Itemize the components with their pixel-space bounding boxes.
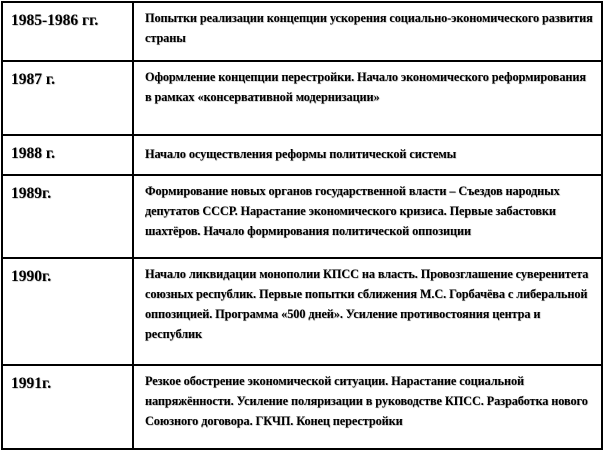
table-row xyxy=(2,2,602,61)
event-cell: Оформление концепции перестройки. Начало экономического реформирования в рамках «консервативной модернизации» xyxy=(133,61,602,135)
year-cell: 1985-1986 гг. xyxy=(2,2,133,61)
year-cell: 1989г. xyxy=(2,175,133,258)
event-cell: Начало ликвидации монополии КПСС на власть. Провозглашение суверенитета союзных республик. Первые попытки сближения М.С. Горбачёва с либеральной оппозицией. Программа «500 дней». Усиление противостояния центра и республик xyxy=(133,258,602,365)
perestroika-timeline-table xyxy=(1,1,603,450)
event-cell: Формирование новых органов государственной власти – Съездов народных депутатов СССР. Нарастание экономического кризиса. Первые забастовки шахтёров. Начало формирования политической оппозиции xyxy=(133,175,602,258)
event-cell: Резкое обострение экономической ситуации. Нарастание социальной напряжённости. Усиление поляризации в руководстве КПСС. Разработка нового Союзного договора. ГКЧП. Конец перестройки xyxy=(133,365,602,449)
table-row xyxy=(2,135,602,175)
year-cell: 1987 г. xyxy=(2,61,133,135)
table-row xyxy=(2,175,602,258)
table-body xyxy=(2,2,602,449)
event-cell: Начало осуществления реформы политической системы xyxy=(133,135,602,175)
table-row xyxy=(2,61,602,135)
year-cell: 1988 г. xyxy=(2,135,133,175)
year-cell: 1991г. xyxy=(2,365,133,449)
table-row xyxy=(2,258,602,365)
event-cell: Попытки реализации концепции ускорения социально-экономического развития страны xyxy=(133,2,602,61)
year-cell: 1990г. xyxy=(2,258,133,365)
table-row xyxy=(2,365,602,449)
